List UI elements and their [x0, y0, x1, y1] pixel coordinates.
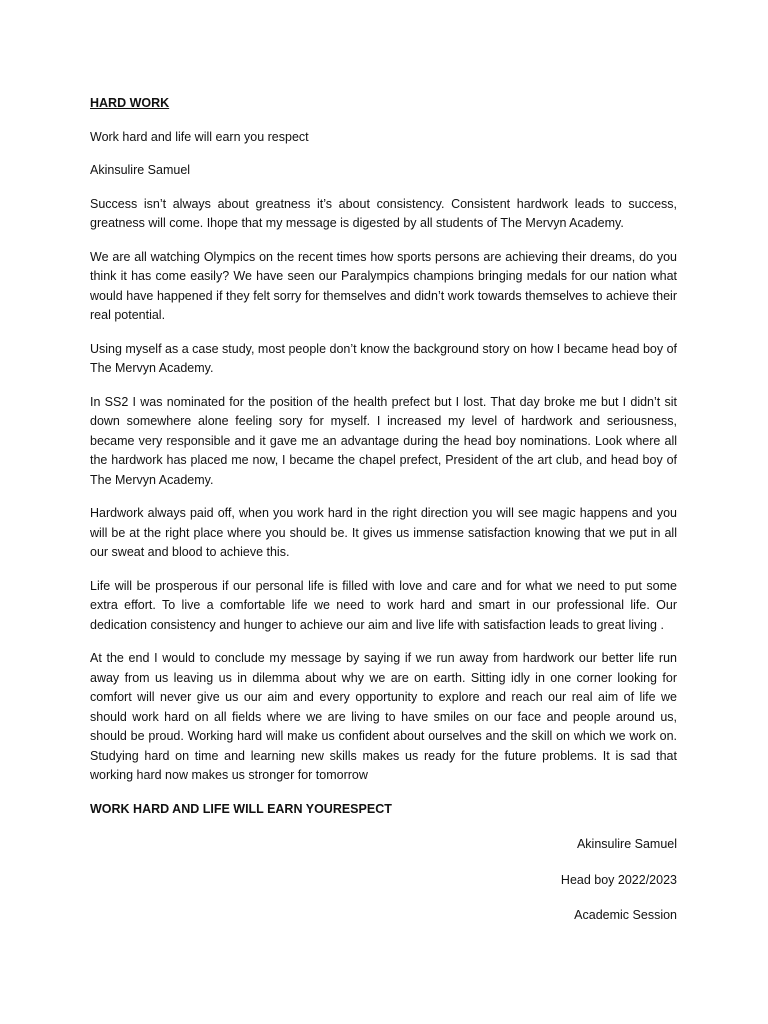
- author-name: Akinsulire Samuel: [90, 163, 191, 177]
- document-heading: HARD WORK: [90, 96, 170, 110]
- paragraph: Success isn’t always about greatness it’s about consistency. Consistent hardwork leads to success, greatness will come. Ihope that my message is digested by all students of The Mervyn Academy.: [90, 196, 677, 230]
- signature-name: Akinsulire Samuel: [576, 837, 677, 851]
- paragraph: We are all watching Olympics on the recent times how sports persons are achieving their dreams, do you think it has come easily? We have seen our Paralympics champions bringing medals for our nation what would have happened if they felt sorry for themselves and didn’t work towards themselves to achieve their real potential.: [90, 249, 677, 322]
- signature-session: Academic Session: [574, 908, 677, 922]
- signature-role: Head boy 2022/2023: [560, 872, 677, 887]
- paragraph: At the end I would to conclude my message by saying if we run away from hardwork our better life run away from us leaving us in dilemma about why we are on earth. Sitting idly in one corner looking for comfort will never give us our aim and every opportunity to explore and reach our real aim of life we should work hard on all fields where we are living to have smiles on our face and people around us, should be proud. Working hard will make us confident about ourselves and the skill on which we work on. Studying hard on time and learning new skills makes us ready for the future problems. It is sad that working hard now makes us stronger for tomorrow: [90, 651, 677, 782]
- paragraph: Hardwork always paid off, when you work hard in the right direction you will see magic happens and you will be at the right place where you should be. It gives us immense satisfaction knowing that we put in all our sweat and blood to achieve this.: [90, 506, 677, 559]
- paragraph: Using myself as a case study, most people don’t know the background story on how I became head boy of The Mervyn Academy.: [90, 341, 677, 375]
- document-subtitle: Work hard and life will earn you respect: [90, 129, 309, 144]
- paragraph: In SS2 I was nominated for the position of the health prefect but I lost. That day broke me but I didn’t sit down somewhere alone feeling sory for myself. I increased my level of hardwork and seriousness, became very responsible and it gave me an advantage during the head boy nominations. Look where all the hardwork has placed me now, I became the chapel prefect, President of the art club, and head boy of The Mervyn Academy.: [90, 394, 677, 487]
- paragraph: Life will be prosperous if our personal life is filled with love and care and for what we need to put some extra effort. To live a comfortable life we need to work hard and smart in our professional life. Our dedication consistency and hunger to achieve our aim and live life with satisfaction leads to great living .: [90, 578, 677, 632]
- document-body: [90, 94, 677, 942]
- closing-statement: WORK HARD AND LIFE WILL EARN YOURESPECT: [90, 801, 392, 816]
